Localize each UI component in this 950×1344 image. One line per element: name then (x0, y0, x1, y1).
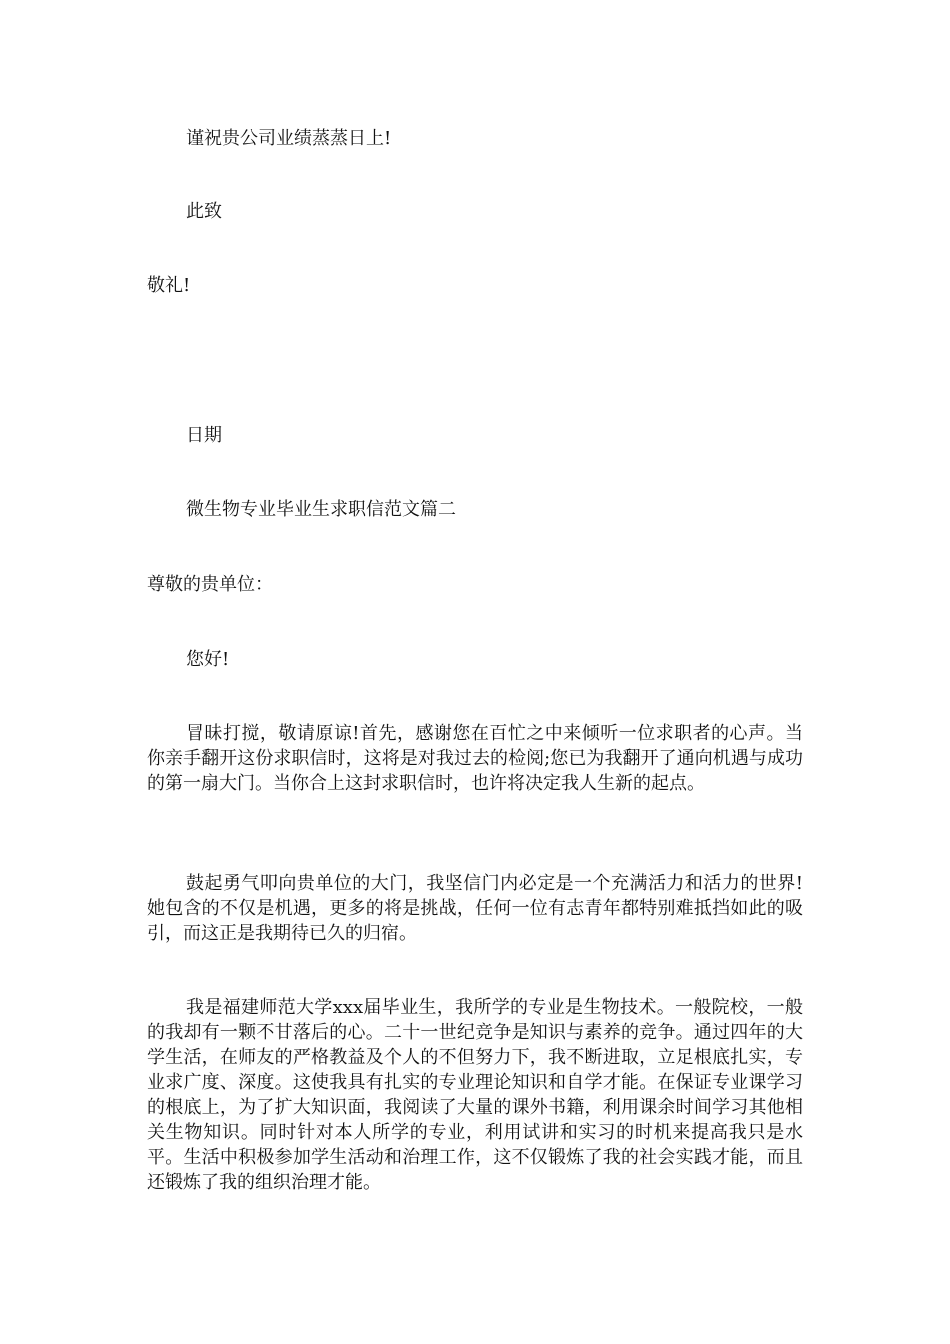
section-title: 微生物专业毕业生求职信范文篇二 (186, 499, 456, 520)
body-paragraph-3: 我是福建师范大学xxx届毕业生，我所学的专业是生物技术。一般院校，一般的我却有一颗不甘落后的心。二十一世纪竞争是知识与素养的竞争。通过四年的大学生活，在师友的严格教益及个人的不但努力下，我不断进取，立足根底扎实，专业求广度、深度。这使我具有扎实的专业理论知识和自学才能。在保证专业课学习的根底上，为了扩大知识面，我阅读了大量的课外书籍，利用课余时间学习其他相关生物知识。同时针对本人所学的专业，利用试讲和实习的时机来提高我只是水平。生活中积极参加学生活动和治理工作，这不仅锻炼了我的社会实践才能，而且还锻炼了我的组织治理才能。 (147, 997, 803, 1193)
date-label: 日期 (186, 425, 222, 446)
closing-ci-zhi: 此致 (186, 201, 222, 222)
salutation: 尊敬的贵单位： (147, 574, 273, 595)
body-paragraph-2: 鼓起勇气叩向贵单位的大门，我坚信门内必定是一个充满活力和活力的世界!她包含的不仅是机遇，更多的将是挑战，任何一位有志青年都特别难抵挡如此的吸引，而这正是我期待已久的归宿。 (147, 873, 803, 944)
greeting: 您好! (186, 649, 230, 670)
body-paragraph-1: 冒昧打搅，敬请原谅!首先，感谢您在百忙之中来倾听一位求职者的心声。当你亲手翻开这份求职信时，这将是对我过去的检阅;您已为我翻开了通向机遇与成功的第一扇大门。当你合上这封求职信时，也许将决定我人生新的起点。 (147, 723, 803, 794)
closing-jing-li: 敬礼! (147, 275, 191, 296)
closing-wish: 谨祝贵公司业绩蒸蒸日上! (186, 128, 392, 149)
